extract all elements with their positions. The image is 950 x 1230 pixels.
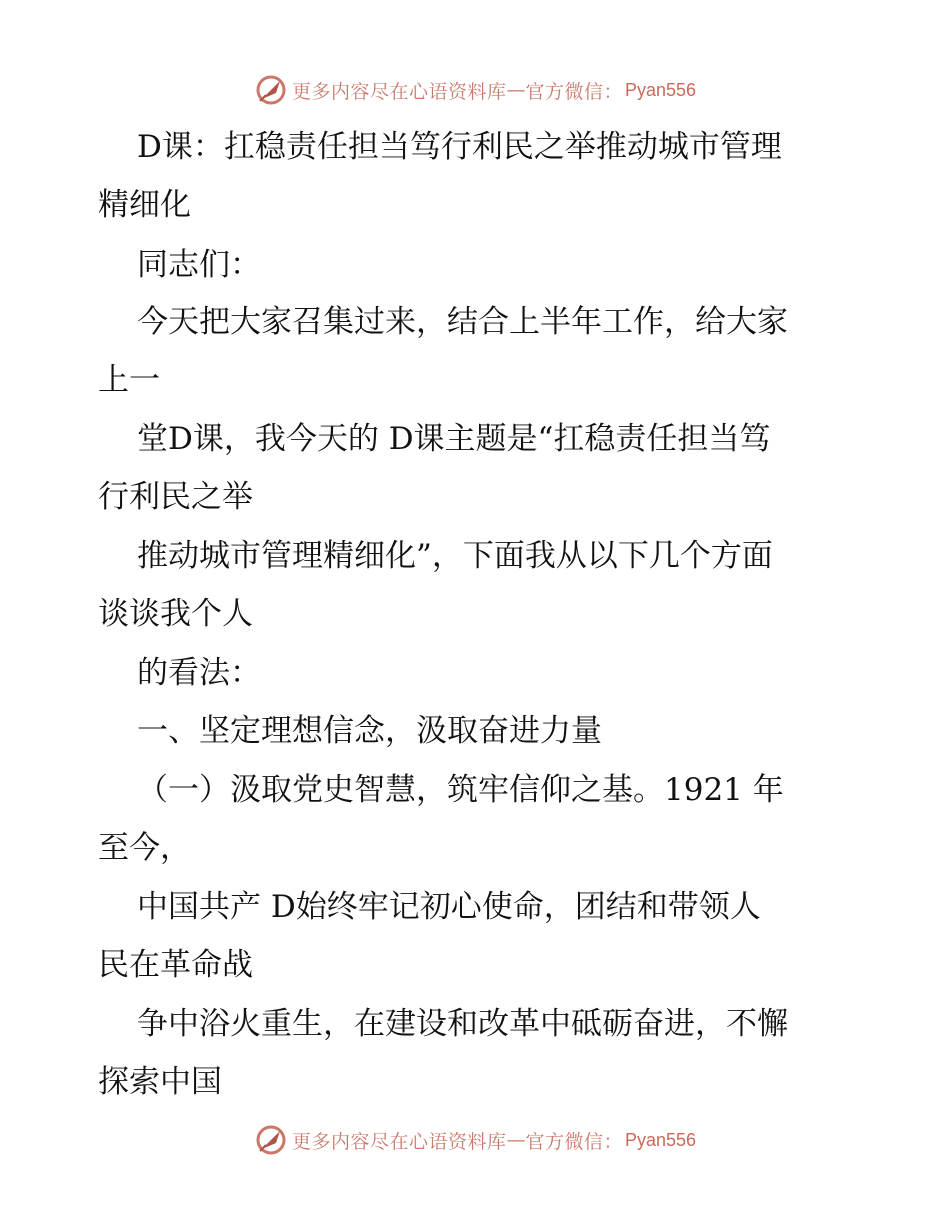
text-line: 民在革命战 [98, 947, 253, 983]
banner-wechat-id: Pyan556 [624, 1129, 697, 1150]
title-line-1: D课：扛稳责任担当笃行利民之举推动城市管理 [137, 129, 782, 165]
salutation: 同志们： [137, 247, 261, 283]
title-line-2: 精细化 [98, 187, 191, 223]
text-line: 谈谈我个人 [98, 596, 253, 632]
banner-separator: — [506, 79, 526, 101]
text-line: 今天把大家召集过来，结合上半年工作，给大家 [137, 304, 788, 340]
text-line: 中国共产 D始终牢记初心使命，团结和带领人 [137, 889, 761, 925]
subsection-heading: （一）汲取党史智慧，筑牢信仰之基。1921 年 [137, 772, 784, 808]
text-line: 堂D课，我今天的 D课主题是“扛稳责任担当笃 [137, 421, 771, 457]
section-heading: 一、坚定理想信念，汲取奋进力量 [137, 713, 602, 749]
footer-watermark-banner [0, 1120, 950, 1160]
banner-text: 更多内容尽在心语资料库 [291, 80, 507, 103]
banner-wechat-id: Pyan556 [624, 79, 697, 100]
quill-pen-logo-icon [254, 1123, 288, 1157]
text-line: 行利民之举 [98, 479, 253, 515]
banner-separator: — [506, 1129, 526, 1151]
text-line: 推动城市管理精细化”，下面我从以下几个方面 [137, 538, 773, 574]
text-line: 的看法： [137, 655, 261, 691]
text-line: 至今， [98, 830, 191, 866]
text-line: 上一 [98, 362, 160, 398]
banner-text: 更多内容尽在心语资料库 [291, 1130, 507, 1153]
text-line: 探索中国 [98, 1064, 222, 1100]
banner-wechat-label: 官方微信： [525, 80, 623, 103]
banner-wechat-label: 官方微信： [525, 1130, 623, 1153]
text-line: 争中浴火重生，在建设和改革中砥砺奋进，不懈 [137, 1006, 788, 1042]
